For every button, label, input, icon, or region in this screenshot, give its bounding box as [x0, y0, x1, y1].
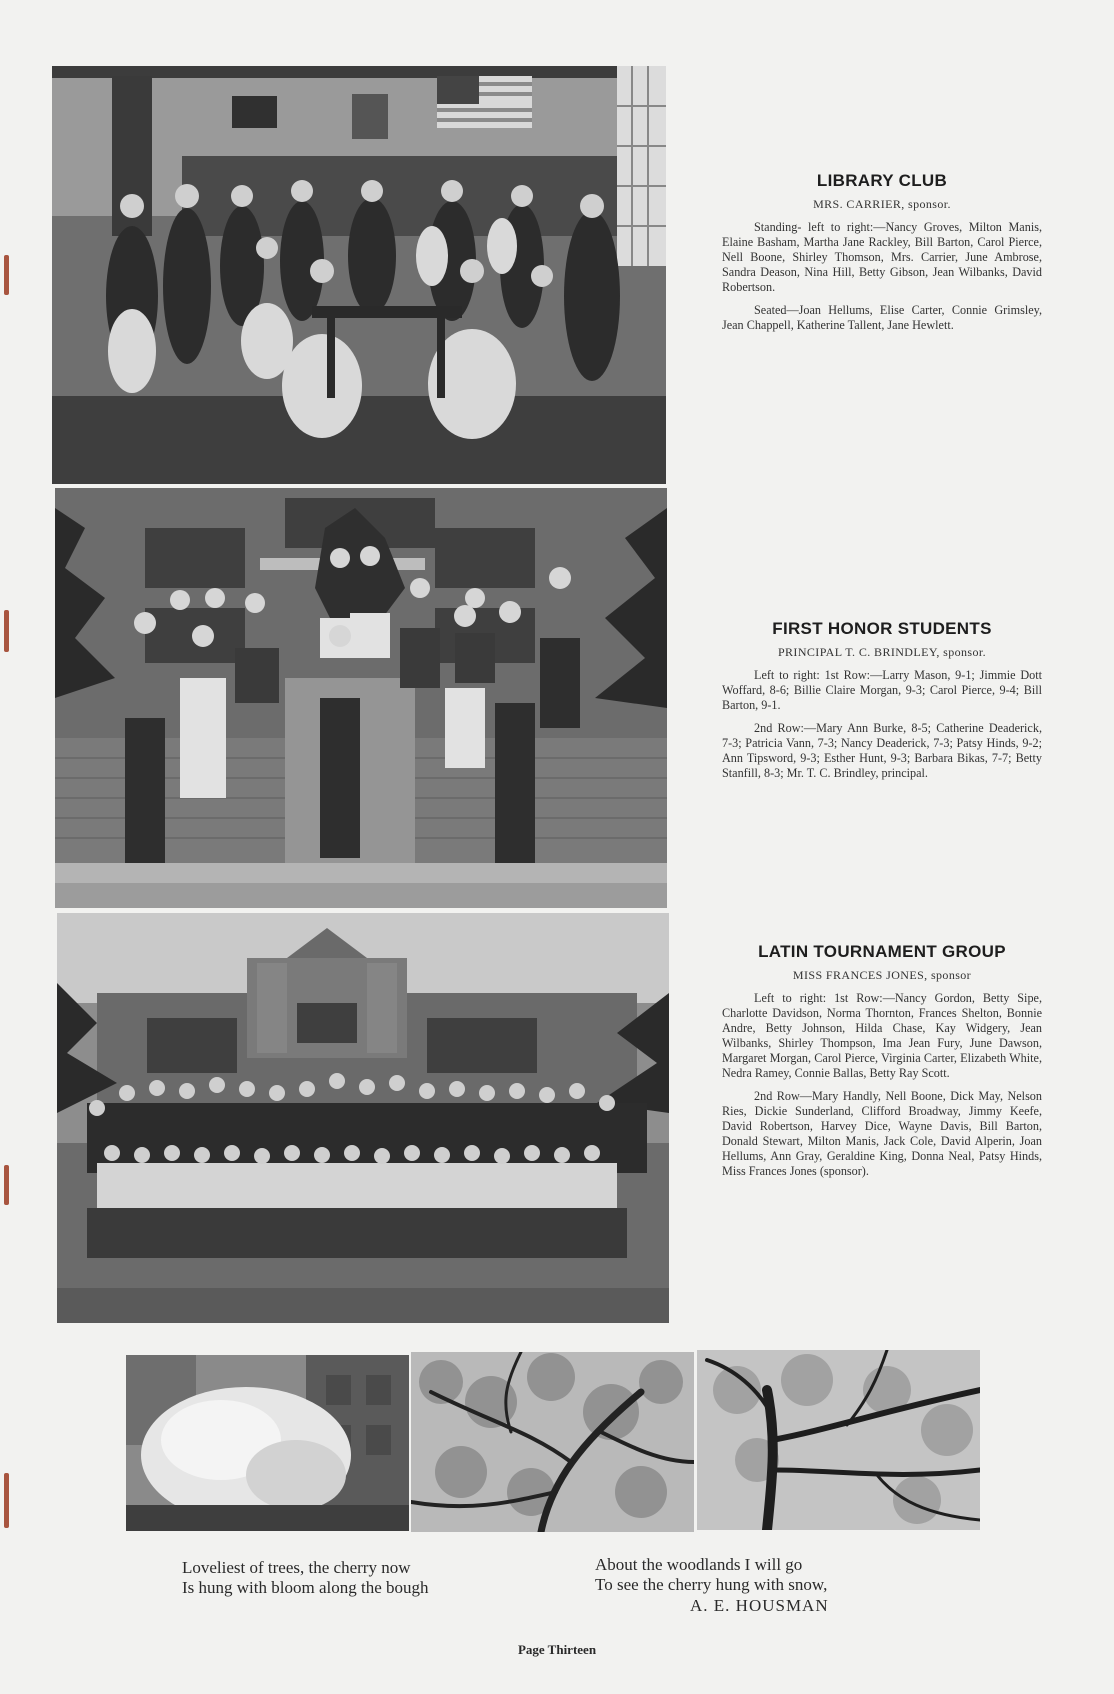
cherry-branches-photo: [411, 1352, 694, 1532]
library-club-seated: Seated—Joan Hellums, Elise Carter, Connie Grimsley, Jean Chappell, Katherine Tallent, Jane Hewlett.: [722, 303, 1042, 332]
library-club-caption: [722, 171, 1042, 333]
library-club-standing: Standing- left to right:—Nancy Groves, Milton Manis, Elaine Basham, Martha Jane Rackley, Bill Barton, Carol Pierce, Nell Boone, Shirley Thomson, Mrs. Carrier, June Ambrose, Sandra Deason, Nina Hill, Betty Gibson, Jean Wilbanks, David Robertson.: [722, 220, 1042, 294]
poem-right: [595, 1555, 827, 1595]
latin-sponsor: MISS FRANCES JONES, sponsor: [792, 968, 972, 982]
binding-mark: [4, 255, 9, 295]
latin-title: LATIN TOURNAMENT GROUP: [758, 942, 1006, 961]
latin-tournament-photo: [57, 913, 669, 1323]
poem-left: [182, 1558, 428, 1598]
poem-author: A. E. HOUSMAN: [690, 1596, 829, 1615]
poem-line: About the woodlands I will go: [595, 1555, 803, 1574]
first-honor-sponsor: PRINCIPAL T. C. BRINDLEY, sponsor.: [777, 645, 987, 659]
poem-line: Is hung with bloom along the bough: [182, 1578, 429, 1597]
first-honor-photo: [55, 488, 667, 908]
poem-line: Loveliest of trees, the cherry now: [182, 1558, 411, 1577]
poem-line: To see the cherry hung with snow,: [595, 1575, 828, 1594]
binding-mark: [4, 610, 9, 652]
library-club-photo: [52, 66, 666, 484]
latin-row-1: Left to right: 1st Row:—Nancy Gordon, Betty Sipe, Charlotte Davidson, Norma Thornton, Frances Shelton, Bonnie Andre, Betty Johnson, Hilda Chase, Kay Widgery, Jean Wilbanks, Shirley Thompson, Ima Jean Fury, June Dawson, Margaret Morgan, Carol Pierce, Virginia Carter, Elizabeth White, Nedra Ramey, Connie Ballas, Betty Ray Scott.: [722, 991, 1042, 1080]
latin-caption: [722, 942, 1042, 1179]
library-club-title: LIBRARY CLUB: [816, 171, 948, 190]
page-number: Page Thirteen: [517, 1642, 597, 1657]
latin-row-2: 2nd Row—Mary Handly, Nell Boone, Dick May, Nelson Ries, Dickie Sunderland, Clifford Broadway, Jimmy Keefe, David Robertson, Harvey Dice, Wayne Davis, Bill Barton, Donald Stewart, Milton Manis, Jack Cole, David Alperin, Joan Hellums, Ann Gray, Geraldine King, Donna Neal, Patsy Hinds, Miss Frances Jones (sponsor).: [722, 1089, 1042, 1178]
first-honor-caption: [722, 619, 1042, 781]
first-honor-title: FIRST HONOR STUDENTS: [772, 619, 992, 638]
library-club-sponsor: MRS. CARRIER, sponsor.: [813, 197, 951, 211]
first-honor-row-2: 2nd Row:—Mary Ann Burke, 8-5; Catherine Deaderick, 7-3; Patricia Vann, 7-3; Nancy Deaderick, 7-3; Patsy Hinds, 9-2; Ann Tipsword, 9-3; Esther Hunt, 9-3; Barbara Bikas, 7-7; Betty Stanfill, 8-3; Mr. T. C. Brindley, principal.: [722, 721, 1042, 780]
binding-mark: [4, 1473, 9, 1528]
cherry-trunk-photo: [697, 1350, 980, 1530]
cherry-tree-bloom-photo: [126, 1355, 409, 1531]
binding-mark: [4, 1165, 9, 1205]
first-honor-row-1: Left to right: 1st Row:—Larry Mason, 9-1; Jimmie Dott Woffard, 8-6; Billie Claire Morgan, 9-3; Carol Pierce, 9-4; Bill Barton, 9-1.: [722, 668, 1042, 712]
